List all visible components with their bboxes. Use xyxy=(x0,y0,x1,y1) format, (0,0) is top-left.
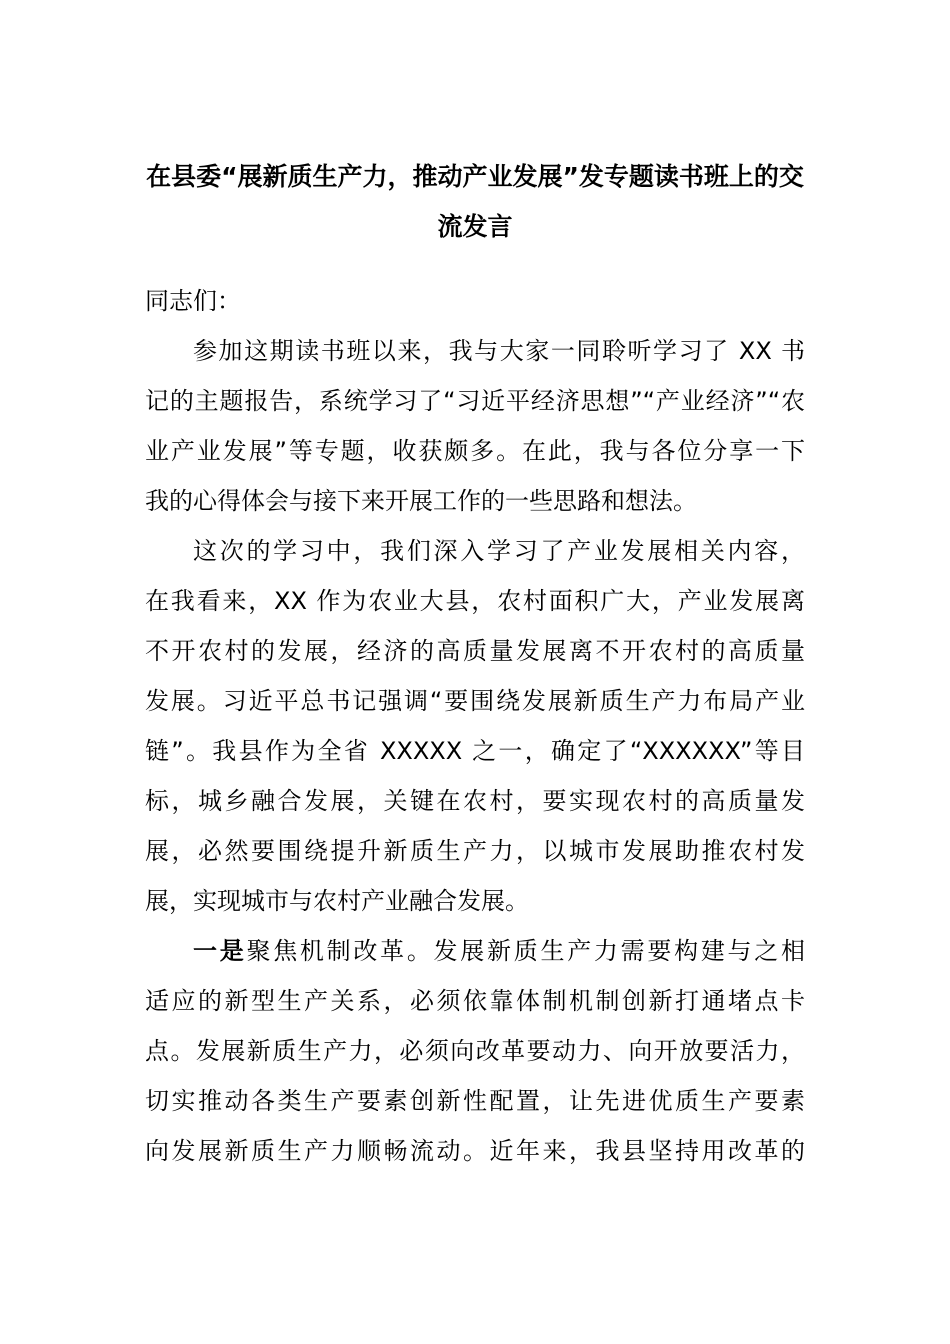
paragraph-3-line-1 xyxy=(193,926,805,976)
salutation: 同志们： xyxy=(145,287,241,315)
paragraph-1-line-3: 业产业发展”等专题，收获颇多。在此，我与各位分享一下 xyxy=(145,437,805,465)
paragraph-3-line-5: 向发展新质生产力顺畅流动。近年来，我县坚持用改革的 xyxy=(145,1137,805,1165)
document-title xyxy=(140,152,810,252)
paragraph-3-line-3: 点。发展新质生产力，必须向改革要动力、向开放要活力， xyxy=(145,1037,805,1065)
paragraph-3-line-2: 适应的新型生产关系，必须依靠体制机制创新打通堵点卡 xyxy=(145,987,805,1015)
paragraph-2-line-3: 不开农村的发展，经济的高质量发展离不开农村的高质量 xyxy=(145,637,805,665)
title-line-2: 流发言 xyxy=(437,212,513,241)
paragraph-2-line-1: 这次的学习中，我们深入学习了产业发展相关内容， xyxy=(193,537,805,565)
paragraph-2-line-5: 链”。我县作为全省 XXXXX 之一，确定了“XXXXXX”等目 xyxy=(145,737,805,765)
paragraph-1-line-2: 记的主题报告，系统学习了“习近平经济思想”“产业经济”“农 xyxy=(145,387,805,415)
paragraph-1-line-1: 参加这期读书班以来，我与大家一同聆听学习了 XX 书 xyxy=(193,337,805,365)
section-lead: 一是 xyxy=(193,937,247,965)
title-line-1: 在县委“展新质生产力，推动产业发展”发专题读书班上的交 xyxy=(146,162,804,191)
paragraph-1-line-4: 我的心得体会与接下来开展工作的一些思路和想法。 xyxy=(145,487,697,515)
paragraph-2-line-6: 标，城乡融合发展，关键在农村，要实现农村的高质量发 xyxy=(145,787,805,815)
paragraph-2-line-8: 展，实现城市与农村产业融合发展。 xyxy=(145,887,529,915)
paragraph-2-line-2: 在我看来，XX 作为农业大县，农村面积广大，产业发展离 xyxy=(145,587,805,615)
paragraph-3-line-1-text: 聚焦机制改革。发展新质生产力需要构建与之相 xyxy=(246,937,806,965)
paragraph-2-line-4: 发展。习近平总书记强调“要围绕发展新质生产力布局产业 xyxy=(145,687,805,715)
paragraph-3-line-4: 切实推动各类生产要素创新性配置，让先进优质生产要素 xyxy=(145,1087,805,1115)
paragraph-2-line-7: 展，必然要围绕提升新质生产力，以城市发展助推农村发 xyxy=(145,837,805,865)
